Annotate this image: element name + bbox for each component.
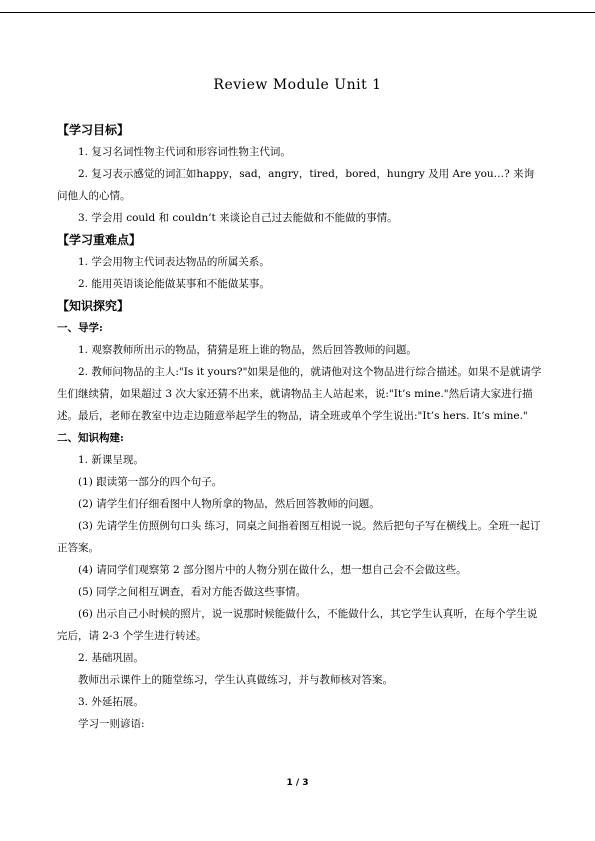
document-body [57,119,543,735]
explore-heading: 【知识探究】 [57,299,130,313]
build-item: 2. 基础巩固。 [78,652,144,664]
goal-item: 3. 学会用 could 和 couldn’t 来谈论自己过去能做和不能做的事情。 [78,212,398,224]
goals-heading: 【学习目标】 [57,123,130,137]
build-item: (5) 同学之间相互调查，看对方能否做这些事情。 [78,586,307,598]
keypoint-item: 1. 学会用物主代词表达物品的所属关系。 [78,256,270,268]
keypoints-heading: 【学习重难点】 [57,233,142,247]
header-rule [0,12,595,13]
build-item: 教师出示课件上的随堂练习，学生认真做练习，并与教师核对答案。 [78,674,393,686]
build-item: 学习一则谚语: [78,718,145,730]
build-item: 3. 外延拓展。 [78,696,144,708]
page-number: 1 / 3 [286,778,309,788]
goal-item: 1. 复习名词性物主代词和形容词性物主代词。 [78,146,291,158]
build-item: 1. 新课呈现。 [78,454,144,466]
build-item: (4) 请同学们观察第 2 部分图片中的人物分别在做什么，想一想自己会不会做这些。 [78,564,467,576]
build-item: (2) 请学生们仔细看图中人物所拿的物品，然后回答教师的问题。 [78,498,380,510]
build-item: (3) 先请学生仿照例句口头 练习，同桌之间指着图互相说一说。然后把句子写在横线上。全班一起订正答案。 [57,520,541,554]
guide-item: 2. 教师问物品的主人:"Is it yours?"如果是他的，就请他对这个物品进行综合描述。如果不是就请学生们继续猜，如果超过 3 次大家还猜不出来，就请物品主人站起来，说:"It’s mine."然后请大家进行描述。最后，老师在教室中边走边随意举起学生的物品，请全班或单个学生说出:"It’s hers. It’s mine." [57,366,542,422]
guide-item: 1. 观察教师所出示的物品，猜猜是班上谁的物品，然后回答教师的问题。 [78,344,417,356]
build-heading: 二、知识构建: [57,432,124,444]
build-item: (6) 出示自己小时候的照片，说一说那时候能做什么，不能做什么，其它学生认真听，在每个学生说完后，请 2-3 个学生进行转述。 [57,608,538,642]
keypoint-item: 2. 能用英语谈论能做某事和不能做某事。 [78,278,270,290]
guide-heading: 一、导学: [57,322,103,334]
document-title: Review Module Unit 1 [213,77,382,93]
build-item: (1) 跟读第一部分的四个句子。 [78,476,223,488]
goal-item: 2. 复习表示感觉的词汇如happy，sad，angry，tired，bored，hungry 及用 Are you…? 来询问他人的心情。 [57,168,535,202]
